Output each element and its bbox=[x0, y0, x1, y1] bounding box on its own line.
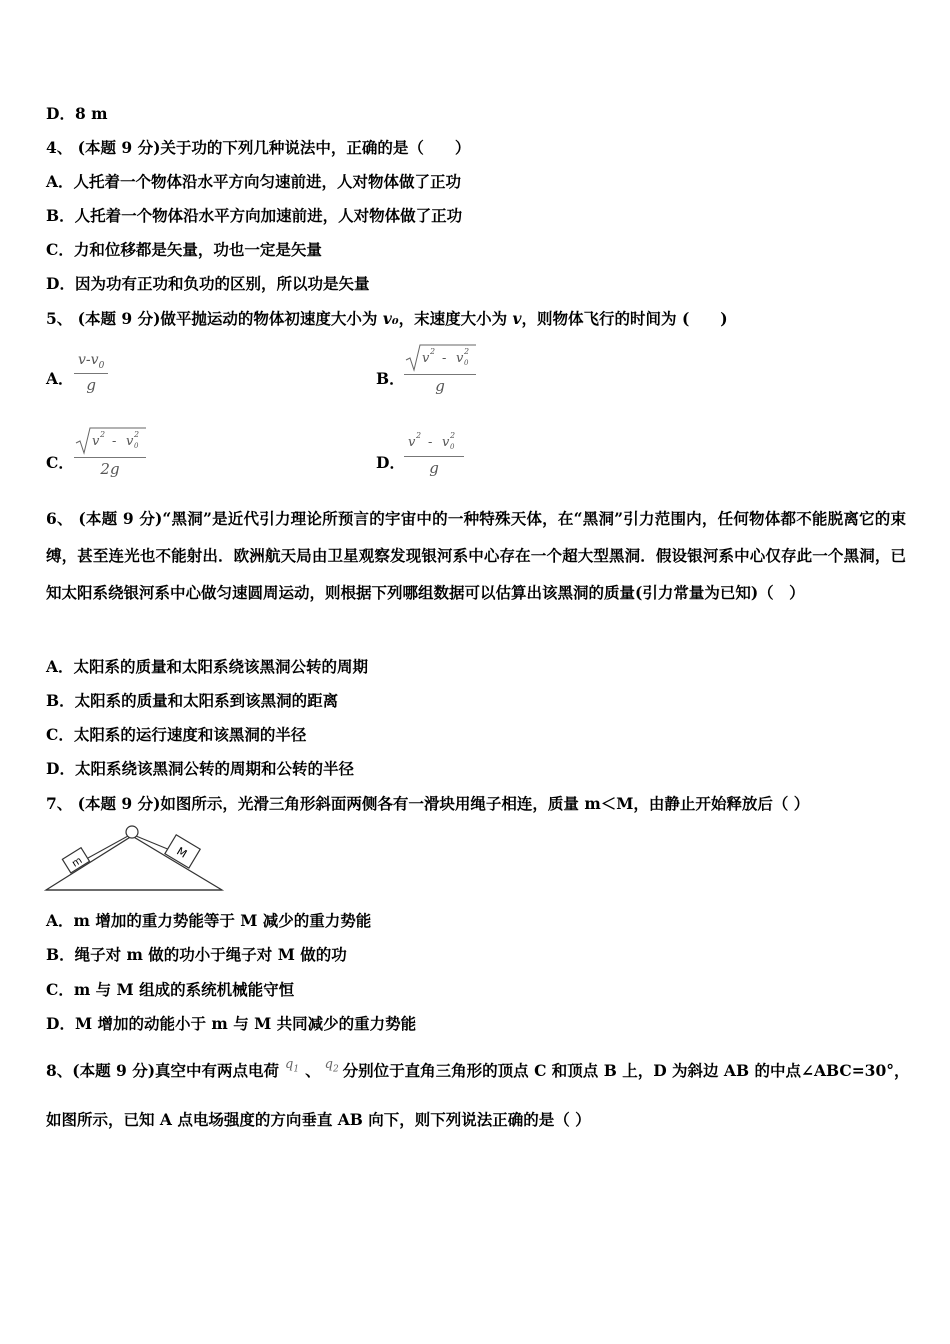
svg-text:M: M bbox=[174, 844, 190, 861]
svg-text:2: 2 bbox=[450, 431, 456, 440]
svg-text:-: - bbox=[428, 435, 433, 450]
v-symbol: v bbox=[512, 309, 522, 328]
q1-symbol: q1 bbox=[285, 1057, 300, 1075]
q6-option-a: A．太阳系的质量和太阳系绕该黑洞公转的周期 bbox=[46, 657, 369, 676]
rope-left bbox=[88, 836, 128, 858]
svg-text:v: v bbox=[442, 435, 450, 450]
q4-option-a: A．人托着一个物体沿水平方向匀速前进，人对物体做了正功 bbox=[46, 172, 462, 191]
q5-option-a-formula: $v-v_0$ g bbox=[74, 352, 108, 394]
q7-option-b: B．绳子对 m 做的功小于绳子对 M 做的功 bbox=[46, 945, 347, 964]
q4-option-d: D．因为功有正功和负功的区别，所以功是矢量 bbox=[46, 274, 370, 293]
svg-text:-: - bbox=[442, 351, 447, 366]
q5-option-d-formula: v 2 - v 2 0 g bbox=[404, 430, 464, 477]
sqrt-sign-icon bbox=[404, 342, 476, 372]
svg-text:2: 2 bbox=[430, 347, 436, 356]
q3-option-d: D．8 m bbox=[46, 104, 108, 123]
q6-stem: 6、 (本题 9 分)“黑洞”是近代引力理论所预言的宇宙中的一种特殊天体，在“黑洞”引力范围内，任何物体都不能脱离它的束缚，甚至连光也不能射出．欧洲航天局由卫星观察发现银河系中心存在一个超大型黑洞．假设银河系中心仅存此一个黑洞，已知太阳系绕银河系中心做匀速圆周运动，则根据下列哪组数据可以估算出该黑洞的质量(引力常量为已知)（ ） bbox=[46, 509, 906, 602]
svg-text:0: 0 bbox=[464, 359, 469, 367]
svg-text:v: v bbox=[92, 434, 100, 449]
v0-symbol: v₀ bbox=[382, 309, 399, 328]
svg-text:2: 2 bbox=[416, 431, 422, 440]
svg-text:v: v bbox=[422, 351, 430, 366]
sqrt-sign-icon bbox=[74, 425, 146, 455]
svg-text:m: m bbox=[70, 855, 85, 870]
q8-stem-line1: 8、(本题 9 分)真空中有两点电荷 $^{q_1}$ 、 $^{q_2}$ 分别位于直角三角形的顶点 C 和顶点 B 上，D 为斜边 AB 的中点∠ABC=30°， bbox=[46, 1057, 910, 1080]
q5-option-c-label: C． bbox=[46, 453, 74, 472]
q4-option-b: B．人托着一个物体沿水平方向加速前进，人对物体做了正功 bbox=[46, 206, 463, 225]
q4-option-c: C．力和位移都是矢量，功也一定是矢量 bbox=[46, 240, 322, 259]
q5-stem: 5、 (本题 9 分)做平抛运动的物体初速度大小为 v₀，末速度大小为 v，则物体飞行的时间为 ( ) bbox=[46, 309, 728, 328]
rope-right bbox=[136, 836, 170, 850]
svg-text:v: v bbox=[456, 351, 464, 366]
q7-option-c: C．m 与 M 组成的系统机械能守恒 bbox=[46, 980, 295, 999]
q6-option-c: C．太阳系的运行速度和该黑洞的半径 bbox=[46, 725, 307, 744]
q4-stem: 4、 (本题 9 分)关于功的下列几种说法中，正确的是（ ） bbox=[46, 138, 471, 157]
svg-text:v: v bbox=[408, 435, 416, 450]
block-M bbox=[165, 835, 200, 868]
svg-text:-: - bbox=[112, 434, 117, 449]
q6-option-d: D．太阳系绕该黑洞公转的周期和公转的半径 bbox=[46, 759, 354, 778]
svg-text:2: 2 bbox=[464, 347, 470, 356]
q5-option-b-label: B． bbox=[376, 369, 405, 388]
q6-option-b: B．太阳系的质量和太阳系到该黑洞的距离 bbox=[46, 691, 339, 710]
svg-text:2: 2 bbox=[100, 430, 106, 439]
q5-option-d-label: D． bbox=[376, 453, 405, 472]
svg-text:2: 2 bbox=[134, 430, 140, 439]
v-squared-minus-v0-squared bbox=[404, 430, 464, 454]
block-m bbox=[62, 848, 89, 873]
q5-option-b-formula: v 2 - v 2 0 g bbox=[404, 342, 476, 395]
q7-stem: 7、 (本题 9 分)如图所示，光滑三角形斜面两侧各有一滑块用绳子相连，质量 m＜M，由静止开始释放后（ ） bbox=[46, 794, 810, 813]
inclined-plane-figure bbox=[44, 822, 226, 894]
svg-text:0: 0 bbox=[450, 443, 455, 451]
q7-option-a: A．m 增加的重力势能等于 M 减少的重力势能 bbox=[46, 911, 372, 930]
q2-symbol: q2 bbox=[324, 1057, 339, 1075]
q8-stem-line2: 如图所示，已知 A 点电场强度的方向垂直 AB 向下，则下列说法正确的是（ ） bbox=[46, 1110, 591, 1129]
q7-option-d: D．M 增加的动能小于 m 与 M 共同减少的重力势能 bbox=[46, 1014, 417, 1033]
svg-text:v: v bbox=[126, 434, 134, 449]
q5-option-c-formula: v 2 - v 2 0 2g bbox=[74, 425, 146, 478]
q5-option-a-label: A． bbox=[46, 369, 74, 388]
svg-text:0: 0 bbox=[134, 442, 139, 450]
